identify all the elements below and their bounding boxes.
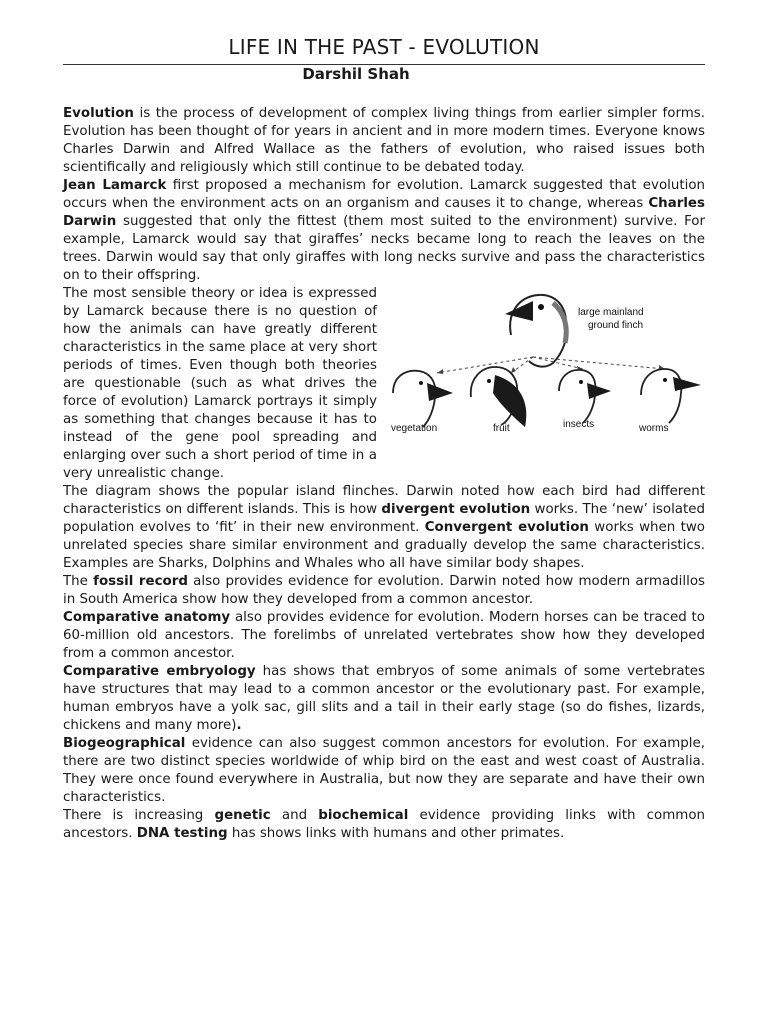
label-vegetation: vegetation (391, 423, 438, 434)
paragraph-text: The (63, 574, 94, 589)
paragraph-text: also provides evidence for evolution. Modern horses can be traced to 60-million old ancestors. The forelimbs of unrelated vertebrates show how they developed from a common ancestor. (63, 610, 705, 661)
label-fruit: fruit (493, 423, 510, 434)
vegetation-finch-icon (393, 371, 453, 427)
label-insects: insects (563, 419, 595, 430)
paragraph-end-period: . (236, 718, 242, 733)
paragraph-evolution (63, 105, 705, 177)
paragraph-comparative-embryology (63, 663, 705, 735)
paragraph-text: works when two unrelated species share similar environment and gradually develop the same characteristics. Examples are Sharks, Dolphins and Whales who all have similar body shapes. (63, 520, 705, 571)
term-convergent-evolution: Convergent evolution (424, 520, 589, 535)
finch-diagram (383, 285, 705, 483)
term-genetic: genetic (214, 808, 271, 823)
paragraph-comparative-anatomy (63, 609, 705, 663)
paragraph-text: also provides evidence for evolution. Darwin noted how modern armadillos in South America show how they developed from a common ancestor. (63, 574, 705, 607)
term-divergent-evolution: divergent evolution (381, 502, 531, 517)
term-dna-testing: DNA testing (136, 826, 228, 841)
finch-diagram-svg (383, 285, 705, 483)
term-biochemical: biochemical (318, 808, 409, 823)
term-biogeographical: Biogeographical (63, 736, 186, 751)
paragraph-text: has shows that embryos of some animals of some vertebrates have structures that may lead to a common ancestor or the evolutionary past. For example, human embryos have a yolk sac, gill slits and a tail in their early stage (so do fishes, lizards, chickens and many more) (63, 664, 705, 733)
paragraph-text: and (270, 808, 319, 823)
term-comparative-embryology: Comparative embryology (63, 664, 256, 679)
document-title: LIFE IN THE PAST - EVOLUTION (228, 35, 540, 59)
worms-finch-icon (641, 369, 701, 423)
ancestor-label-line2: ground finch (588, 320, 644, 331)
paragraph-divergent-evolution (63, 483, 705, 573)
paragraph-text: suggested that only the fittest (them most suited to the environment) survive. For example, Lamarck would say that giraffes’ necks became long to reach the leaves on the trees. Darwin would say that only giraffes with long necks survive and pass the characteristics on to their offspring. (63, 214, 705, 283)
paragraph-lamarck-darwin (63, 177, 705, 285)
label-worms: worms (639, 423, 669, 434)
paragraph-text: The diagram shows the popular island flinches. Darwin noted how each bird had different characteristics on different islands. This is how (63, 484, 705, 517)
fruit-finch-icon (471, 367, 526, 427)
paragraph-text: works. The ‘new’ isolated population evolves to ‘fit’ in their new environment. (63, 502, 705, 535)
paragraph-genetic-evidence (63, 807, 705, 843)
paragraph-text: has shows links with humans and other primates. (227, 826, 565, 841)
paragraph-biogeographical (63, 735, 705, 807)
ancestor-finch-icon (505, 295, 567, 367)
ancestor-label-line1: large mainland (578, 307, 644, 318)
paragraph-text: The most sensible theory or idea is expressed by Lamarck because there is no question of how the animals can have greatly different characteristics in the same place at very short periods of times. Even though both theories are questionable (such as what drives the force of evolution) Lamarck portrays it simply as something that changes because it has to instead of the gene pool spreading and enlarging over such a short period of time in a very unrealistic change. (63, 286, 377, 481)
document-body (63, 105, 705, 843)
paragraph-fossil-record (63, 573, 705, 609)
paragraph-text: first proposed a mechanism for evolution. Lamarck suggested that evolution occurs when the environment acts on an organism and causes it to change, whereas (63, 178, 705, 211)
paragraph-text: evidence can also suggest common ancestors for evolution. For example, there are two distinct species worldwide of whip bird on the east and west coast of Australia. They were once found everywhere in Australia, but now they are separate and have their own characteristics. (63, 736, 705, 805)
term-charles-darwin: Charles Darwin (63, 196, 705, 229)
paragraph-text: There is increasing (63, 808, 215, 823)
term-jean-lamarck: Jean Lamarck (63, 178, 167, 193)
paragraph-text: evidence providing links with common ancestors. (63, 808, 706, 841)
term-evolution: Evolution (63, 106, 134, 121)
author-name: Darshil Shah (302, 65, 410, 83)
insects-finch-icon (559, 370, 611, 423)
term-fossil-record: fossil record (93, 574, 188, 589)
term-comparative-anatomy: Comparative anatomy (63, 610, 231, 625)
paragraph-text: is the process of development of complex living things from earlier simpler forms. Evolution has been thought of for years in ancient and in more modern times. Everyone knows Charles Darwin and Alfred Wallace as the fathers of evolution, who raised issues both scientifically and religiously which still continue to be debated today. (63, 106, 705, 175)
